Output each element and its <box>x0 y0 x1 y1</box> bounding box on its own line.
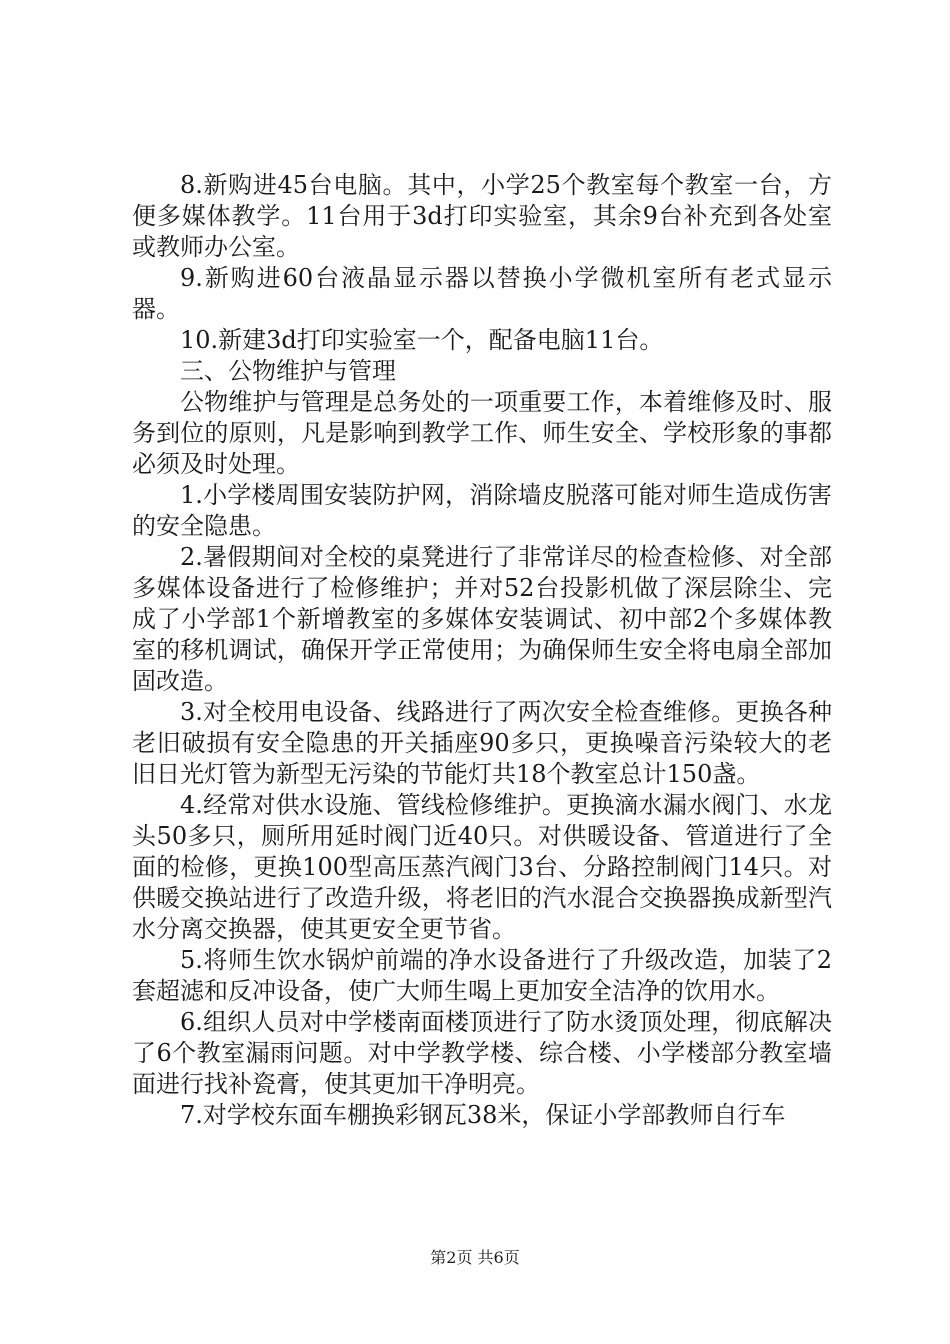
paragraph-item-7: 7.对学校东面车棚换彩钢瓦38米，保证小学部教师自行车 <box>180 1101 786 1129</box>
paragraph-item-9: 9.新购进60台液晶显示器以替换小学微机室所有老式显示器。 <box>132 264 832 323</box>
paragraph-item-1: 1.小学楼周围安装防护网，消除墙皮脱落可能对师生造成伤害的安全隐患。 <box>132 481 832 540</box>
paragraph-item-10: 10.新建3d打印实验室一个，配备电脑11台。 <box>180 326 664 354</box>
section-heading: 三、公物维护与管理 <box>180 357 396 385</box>
paragraph-item-4: 4.经常对供水设施、管线检修维护。更换滴水漏水阀门、水龙头50多只，厕所用延时阀门近40只。对供暖设备、管道进行了全面的检修，更换100型高压蒸汽阀门3台、分路控制阀门14只。对供暖交换站进行了改造升级，将老旧的汽水混合交换器换成新型汽水分离交换器，使其更安全更节省。 <box>132 791 832 943</box>
paragraph-item-2: 2.暑假期间对全校的桌凳进行了非常详尽的检查检修、对全部多媒体设备进行了检修维护；并对52台投影机做了深层除尘、完成了小学部1个新增教室的多媒体安装调试、初中部2个多媒体教室的移机调试，确保开学正常使用；为确保师生安全将电扇全部加固改造。 <box>132 543 832 695</box>
document-body <box>132 170 832 1131</box>
paragraph-item-3: 3.对全校用电设备、线路进行了两次安全检查维修。更换各种老旧破损有安全隐患的开关插座90多只，更换噪音污染较大的老旧日光灯管为新型无污染的节能灯共18个教室总计150盏。 <box>132 698 832 788</box>
page-number-footer: 第2页 共6页 <box>430 1248 520 1267</box>
section-intro: 公物维护与管理是总务处的一项重要工作，本着维修及时、服务到位的原则，凡是影响到教学工作、师生安全、学校形象的事都必须及时处理。 <box>132 388 832 478</box>
paragraph-item-6: 6.组织人员对中学楼南面楼顶进行了防水烫顶处理，彻底解决了6个教室漏雨问题。对中学教学楼、综合楼、小学楼部分教室墙面进行找补瓷膏，使其更加干净明亮。 <box>132 1008 832 1098</box>
paragraph-item-5: 5.将师生饮水锅炉前端的净水设备进行了升级改造，加装了2套超滤和反冲设备，使广大师生喝上更加安全洁净的饮用水。 <box>132 946 832 1005</box>
paragraph-item-8: 8.新购进45台电脑。其中，小学25个教室每个教室一台，方便多媒体教学。11台用于3d打印实验室，其余9台补充到各处室或教师办公室。 <box>132 171 832 261</box>
